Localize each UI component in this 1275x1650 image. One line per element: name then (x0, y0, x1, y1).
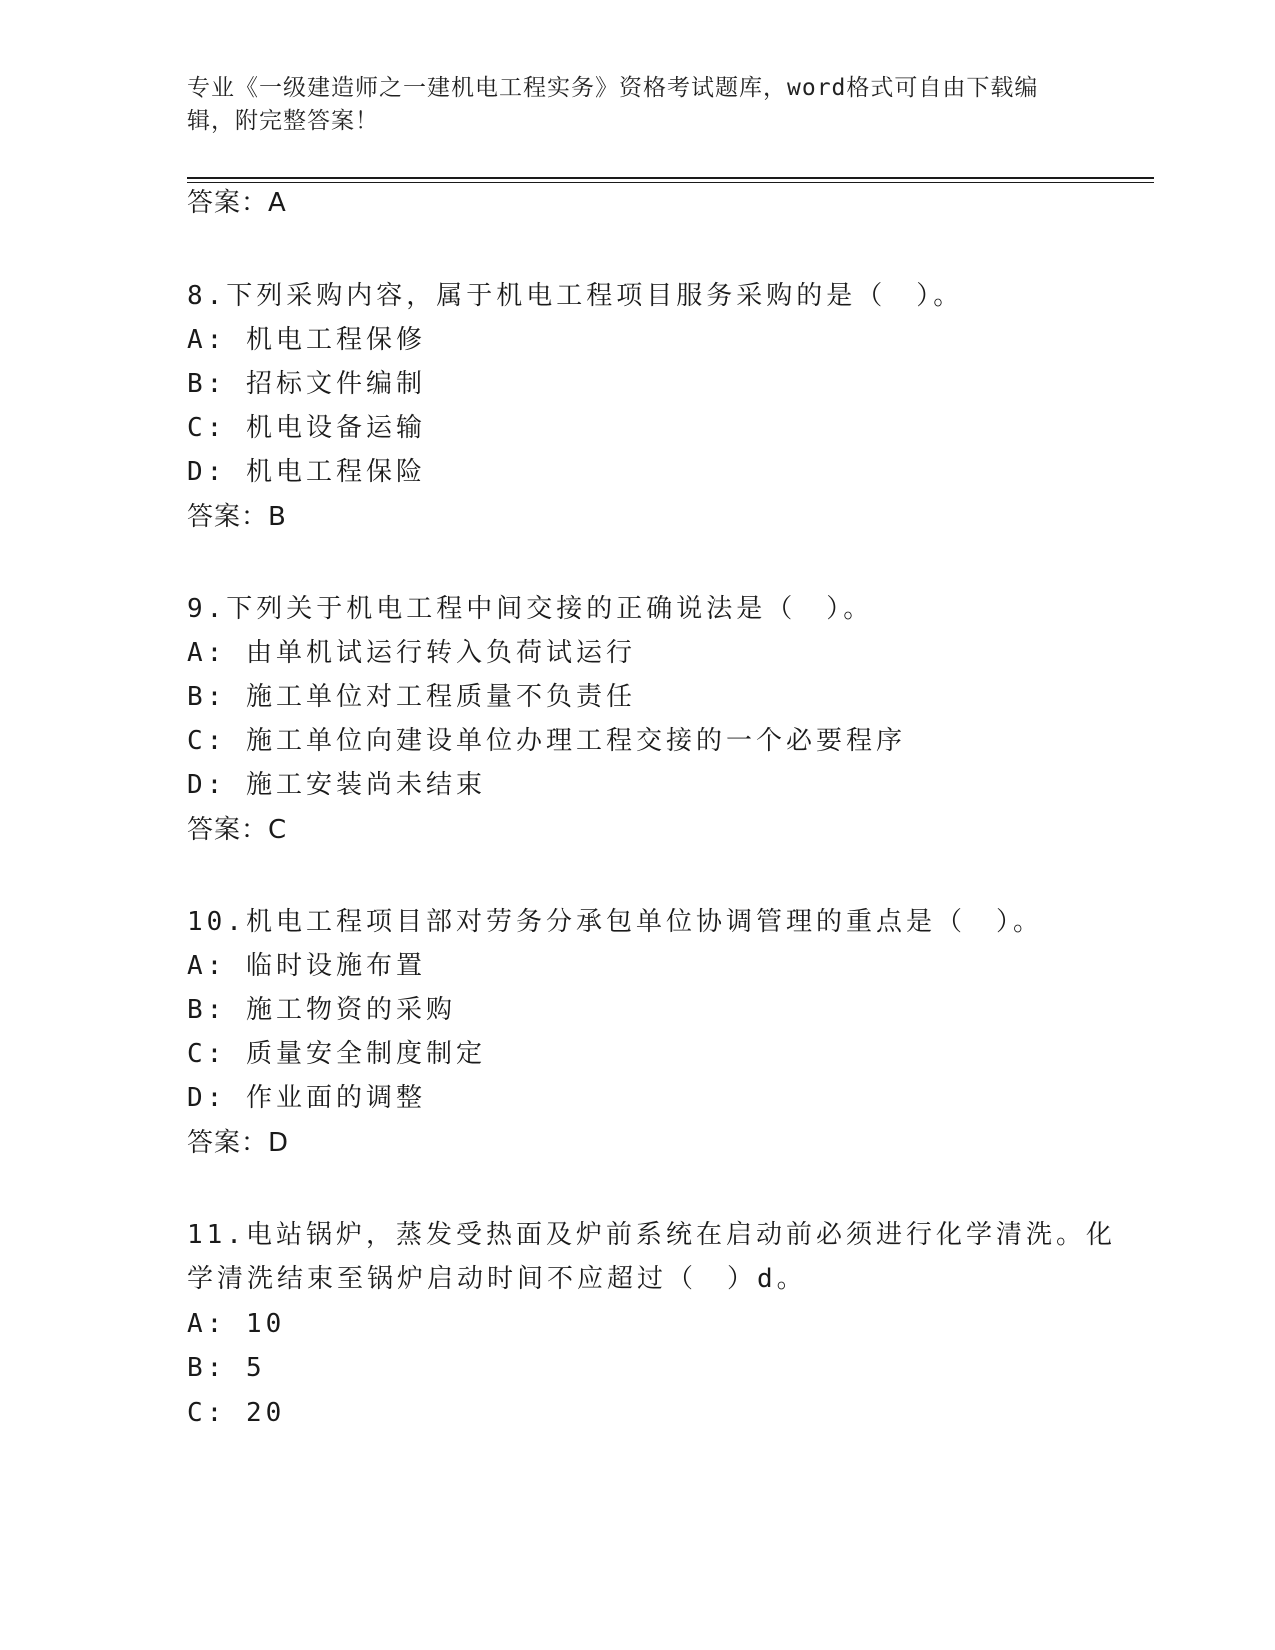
question-9-option-a: A: 由单机试运行转入负荷试运行 (187, 638, 636, 668)
question-8-option-c: C: 机电设备运输 (187, 413, 426, 443)
question-11-option-c: C: 20 (187, 1398, 286, 1428)
question-8-stem: 8.下列采购内容，属于机电工程项目服务采购的是（ ）。 (187, 281, 964, 311)
header-divider-thin (187, 182, 1154, 183)
question-10-option-a: A: 临时设施布置 (187, 951, 426, 981)
question-10-stem: 10.机电工程项目部对劳务分承包单位协调管理的重点是（ ）。 (187, 907, 1043, 937)
question-8-answer: 答案：B (187, 502, 287, 532)
question-9-option-b: B: 施工单位对工程质量不负责任 (187, 682, 636, 712)
question-9-option-d: D: 施工安装尚未结束 (187, 770, 486, 800)
question-11-option-a: A: 10 (187, 1309, 286, 1339)
question-10-option-c: C: 质量安全制度制定 (187, 1039, 486, 1069)
question-9-option-c: C: 施工单位向建设单位办理工程交接的一个必要程序 (187, 726, 906, 756)
previous-answer: 答案：A (187, 188, 287, 218)
question-9-stem: 9.下列关于机电工程中间交接的正确说法是（ ）。 (187, 594, 874, 624)
question-8-option-b: B: 招标文件编制 (187, 369, 426, 399)
header-divider-thick (187, 177, 1154, 179)
question-10-option-b: B: 施工物资的采购 (187, 995, 456, 1025)
question-11-option-b: B: 5 (187, 1353, 266, 1383)
question-10-option-d: D: 作业面的调整 (187, 1083, 426, 1113)
question-8-option-a: A: 机电工程保修 (187, 325, 426, 355)
header-text-line1: 专业《一级建造师之一建机电工程实务》资格考试题库，word格式可自由下载编 (187, 75, 1039, 101)
question-8-option-d: D: 机电工程保险 (187, 457, 426, 487)
question-10-answer: 答案：D (187, 1128, 290, 1158)
question-11-stem-line1: 11.电站锅炉，蒸发受热面及炉前系统在启动前必须进行化学清洗。化 (187, 1220, 1116, 1250)
question-11-stem-line2: 学清洗结束至锅炉启动时间不应超过（ ）d。 (187, 1264, 807, 1294)
question-9-answer: 答案：C (187, 815, 288, 845)
document-header (187, 72, 1067, 138)
header-text-line2: 辑，附完整答案！ (187, 108, 379, 134)
